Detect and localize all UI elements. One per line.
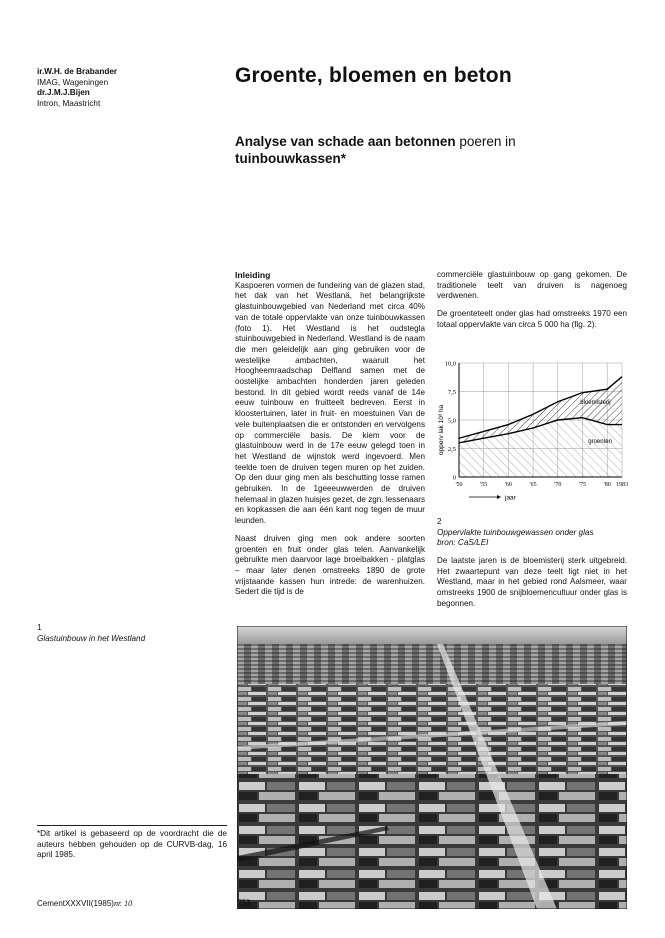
author-1-affiliation: IMAG, Wageningen — [37, 77, 109, 87]
figure-2-caption-line1: Oppervlakte tuinbouwgewassen onder glas — [437, 527, 594, 537]
body-paragraph: Kaspoeren vormen de fundering van de glazen stad, het dak van het Westlanä, het belangrijkste glastuinbouwgebied van Nederland met circa 40% van de totale oppervlakte van onze tuinbouwkassen (foto 1). Het Westland is het oudstegla stuinbouwgebied in Nederland. Westland is de naam die men geleidelijk aan ging gebruiken voor de westelijke ambachten, waaruit het Hoogheemraadschap Delfland samen met de oostelijke ambachten honderden jaren geleden bestond. In dit gebied wordt reeds vanaf de 14e eeuw tuinbouw en fruitteelt bedreven. Eerst in kloostertuinen, later in fruit- en moestuinen Van de vele buitenplaatsen die er ontstonden en vervolgens op commerciële basis. De kiem voor de glastuinbouw werd in de 17e eeuw gelegd toen in het Westland de wijnstok werd ingevoerd. Men teelde toen de druiven tegen muren op het zuiden. Op den duur ging men als beschutting losse ramen gebruiken. In de 1geeeuwwerden de druiven helemaal in glazen huisjes gezet, de zgn. lessenaars en kopkassen die aan één kant nog tegen de muur leunden. — [235, 280, 425, 526]
author-1-name: ir.W.H. de Brabander — [37, 67, 118, 76]
series-label-bloemisterij: bloemisterij — [580, 400, 611, 407]
article-title: Groente, bloemen en beton — [235, 64, 512, 87]
author-block — [37, 67, 207, 109]
body-paragraph: Naast druiven ging men ook andere soorten groenten en fruit onder glas telen. Aanvankelijk gebruikte men daarvoor lage broeibakken - platglas – maar later denen omstreeks 1890 de grote vrijstaande kassen hun intrede: de warenhuizen. Sedert die tijd is de — [235, 533, 425, 597]
x-tick-label: 1983 — [616, 482, 628, 488]
y-tick-label: 5,0 — [447, 417, 456, 425]
journal-issue: nr. 10 — [113, 899, 133, 908]
body-paragraph: De groenteteelt onder glas had omstreeks 1970 een totaal oppervlakte van circa 5 000 ha (fig. 2). — [437, 309, 627, 329]
footnote: *Dit artikel is gebaseerd op de voordracht die de auteurs hebben gehouden op de CURVB-dag, 16 april 1985. — [37, 825, 227, 861]
photo-1-number: 1 — [37, 623, 42, 632]
x-tick-label: '60 — [504, 482, 512, 488]
y-axis-label: opperv lak 10³ ha — [438, 404, 445, 456]
y-tick-label: 10,0 — [444, 360, 456, 368]
author-2-affiliation: Intron, Maastricht — [37, 98, 101, 108]
figure-2-chart — [437, 355, 632, 515]
body-paragraph: De laatste jaren is de bloemisterij sterk uitgebreid. Het zwaartepunt van deze teelt ligt niet in het Westland, maar in het gebied rond Aalsmeer, waar omstreeks 1900 de snijbloemencultuur onder glas is begonnen. — [437, 556, 627, 608]
series-label-groenten: groenten — [588, 438, 612, 445]
photo-1-caption — [37, 623, 217, 644]
author-2-name: dr.J.M.J.Bijen — [37, 88, 90, 98]
y-tick-label: 0 — [452, 474, 456, 482]
x-tick-label: '50 — [455, 482, 463, 488]
subtitle-bold: Analyse van schade aan betonnen — [235, 134, 456, 149]
body-column-1 — [235, 270, 425, 605]
section-heading: Inleiding — [235, 270, 271, 280]
x-axis-label: jaar — [505, 494, 516, 502]
journal-name: CementXXXVII(1985) — [37, 899, 114, 908]
figure-2-caption-line2: bron: CaS/LEI — [437, 538, 489, 548]
y-tick-label: 2,5 — [447, 446, 456, 453]
x-tick-label: '65 — [529, 482, 537, 488]
body-column-2-continued — [437, 556, 627, 617]
figure-2-number: 2 — [437, 517, 442, 526]
x-tick-label: '80 — [603, 482, 611, 488]
x-tick-label: '75 — [578, 482, 587, 488]
subtitle-normal: poeren in — [455, 134, 516, 149]
x-axis-arrow-head — [497, 495, 501, 499]
body-column-2 — [437, 270, 627, 338]
subtitle-line2: tuinbouwkassen* — [235, 151, 347, 166]
journal-footer — [37, 899, 132, 908]
y-tick-label: 7,5 — [447, 389, 456, 396]
x-tick-label: '70 — [554, 482, 562, 488]
aerial-photo-greenhouses — [237, 626, 627, 909]
body-paragraph: commerciële glastuinbouw op gang gekomen. De traditionele teelt van druiven is nagenoeg verdwenen. — [437, 270, 627, 301]
page-number: 753 — [237, 898, 251, 908]
figure-2-caption — [437, 517, 632, 549]
x-tick-label: '55 — [480, 482, 488, 488]
photo-1-caption-text: Glastuinbouw in het Westland — [37, 633, 146, 643]
article-subtitle — [235, 133, 595, 167]
